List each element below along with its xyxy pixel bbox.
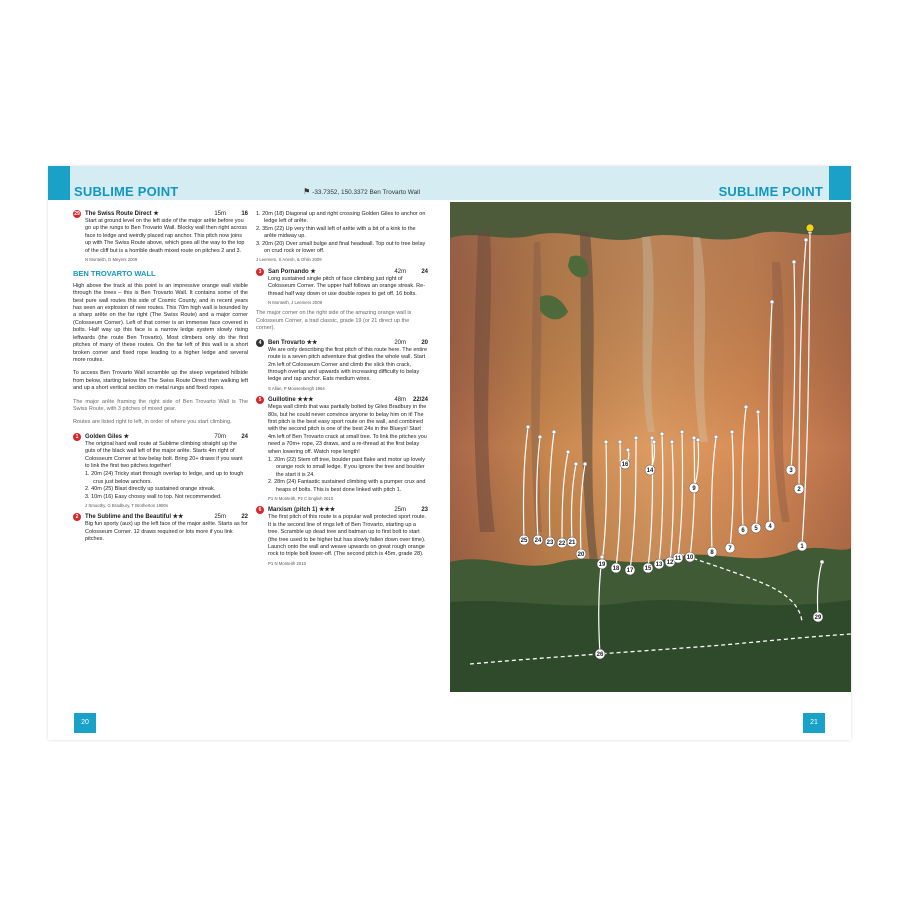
route-entry — [256, 396, 428, 502]
route-number: 5 — [256, 396, 264, 404]
route-continuation — [256, 211, 428, 264]
route-number: 1 — [73, 433, 81, 441]
route-label-9: 9 — [692, 486, 696, 493]
route-header — [73, 513, 248, 521]
route-name: Marxism (pitch 1) ★★★ — [268, 507, 336, 514]
anchor-marker-21 — [574, 462, 578, 466]
route-label-23: 23 — [546, 540, 554, 547]
route-label-12: 12 — [666, 560, 674, 567]
anchor-marker-23 — [552, 430, 556, 434]
route-label-7: 7 — [728, 546, 732, 553]
intro-paragraph: High above the track at this point is an impressive orange wall visible through the trees – this is Ben Trovarto Wall. It contains some of the best pure wall routes this side of Cosmic County, and in recent years has seen an explosion of new routes. This 70m high wall is bounded by a sharp arête on the far right (The Swiss Route) and a major corner (Colosseum Corner). Left of that corner is an immense face covered in bolts. Half way up this face is a narrow ledge system slowly rising leftwards (the route Ben Trovarto). Most climbers only do the first pitches of many of these routes. On the far left of this wall is a short broken corner and fixed rope leading to a higher ledge and several more routes. — [73, 282, 248, 363]
summit-marker — [806, 224, 814, 232]
anchor-marker-2 — [804, 238, 808, 242]
route-label-17: 17 — [626, 568, 634, 575]
route-description: We are only describing the first pitch of this route here. The entire route is a seven pitch adventure that girdles the whole wall. Start 2m left of Colosseum Corner and climb the slick thin crack, through overlap and upwards with increasing difficulty to belay ledge and rap anchor. Eats medium wires. — [268, 346, 428, 383]
cliff-photo-topo — [450, 202, 851, 692]
pitch-list — [73, 471, 248, 501]
route-number: 2 — [73, 513, 81, 521]
anchor-marker-22 — [566, 450, 570, 454]
route-name: Guillotine ★★★ — [268, 397, 314, 404]
route-description: Long sustained single pitch of face climbing just right of Colosseum Corner. The upper half follows an orange streak. Re-thread half way down or use double ropes to get off. 16 bolts. — [268, 275, 426, 297]
anchor-marker-13 — [660, 432, 664, 436]
route-label-20: 20 — [577, 552, 585, 559]
page-number: 21 — [803, 713, 825, 733]
route-length: 20m — [394, 339, 406, 346]
route-credit: P1 N Monteith 2010 — [268, 560, 306, 566]
route-label-5: 5 — [754, 526, 758, 533]
route-label-25: 25 — [520, 538, 528, 545]
anchor-marker-7 — [730, 430, 734, 434]
route-label-18: 18 — [612, 566, 620, 573]
route-length: 42m — [394, 268, 406, 275]
route-number: 29 — [74, 211, 80, 217]
anchor-marker-25 — [526, 425, 530, 429]
route-label-2: 2 — [797, 487, 801, 494]
pitch-item: 2. 40m (25) Blast directly up sustained orange streak. — [85, 486, 216, 493]
route-length: 70m — [214, 433, 226, 440]
left-page — [48, 166, 450, 740]
coordinates — [303, 187, 420, 196]
pitch-item: 1. 20m (22) Stem off tree, boulder past flake and motor up lovely orange rock to small ledge. If you ignore the tree and boulder the start it is 24. — [268, 456, 426, 478]
route-credit: J Leemers, S Anesh, & Ohlin 2009 — [256, 257, 322, 263]
access-paragraph: To access Ben Trovarto Wall scramble up the steep vegetated hillside from below, starting below the The Swiss Route Direct then walking left and up a short vertical section on metal rungs and fixed ropes. — [73, 370, 248, 392]
route-description: Start at ground level on the left side of the major arête before you go up the rungs to Ben Trovarto Wall. Blocky wall then right across face to ledge and weirdly placed rap anchor. This pitch now joins up with The Swiss Route above, which goes all the way to the top of the cliff but is a horrible death mixed route on pitches 2 and 3. — [85, 218, 247, 254]
anchor-marker-15 — [650, 436, 654, 440]
route-description: Big fun sporty (aux) up the left face of the major arête. Starts as for Colosseum Corner. 12 draws required or lots more if you link pitches. — [85, 521, 248, 543]
route-label-14: 14 — [646, 468, 654, 475]
guidebook-spread — [48, 166, 851, 740]
anchor-marker-29 — [820, 560, 824, 564]
route-grade: 16 — [241, 211, 248, 217]
edge-tab — [829, 166, 851, 200]
pitch-item: 1. 20m (18) Diagonal up and right crossing Golden Giles to anchor on ledge left of arête. — [256, 211, 426, 225]
anchor-marker-12 — [670, 440, 674, 444]
right-page — [450, 166, 851, 740]
route-length: 15m — [214, 211, 226, 217]
route-label-22: 22 — [558, 541, 566, 548]
pitch-item: 3. 20m (20) Over small bulge and final headwall. Top out to tree belay on crud rock or lower off. — [256, 240, 426, 255]
route-grade: 23 — [421, 507, 428, 514]
anchor-marker-14 — [652, 440, 656, 444]
route-number: 3 — [256, 268, 264, 276]
route-credit: S Allan, P Moosenbergh 1964 — [268, 385, 325, 391]
route-entry — [256, 268, 428, 307]
route-label-16: 16 — [621, 462, 629, 469]
anchor-marker-26 — [600, 555, 604, 559]
topo-photo — [450, 202, 851, 692]
route-label-11: 11 — [674, 556, 682, 563]
anchor-marker-8 — [714, 435, 718, 439]
route-label-10: 10 — [686, 555, 694, 562]
route-label-4: 4 — [768, 524, 772, 531]
route-name: Golden Giles ★ — [85, 433, 130, 440]
anchor-marker-19 — [604, 440, 608, 444]
interlude-note: The major corner on the right side of the amazing orange wall is Colosseum Corner, a trad classic, grade 19 (or 21 direct up the corner). — [256, 310, 412, 332]
route-header — [73, 433, 248, 441]
anchor-marker-3 — [792, 260, 796, 264]
text-column-left — [73, 210, 248, 548]
route-header — [256, 506, 428, 514]
anchor-marker-5 — [756, 410, 760, 414]
route-entry — [73, 433, 248, 510]
page-number: 20 — [74, 713, 96, 733]
route-label-6: 6 — [741, 528, 745, 535]
route-number: 6 — [256, 506, 264, 514]
route-entry — [73, 210, 248, 263]
pitch-item: 2. 28m (24) Fantastic sustained climbing with a pumper crux and heaps of bolts. This is best done linked with pitch 1. — [268, 479, 426, 493]
anchor-marker-20 — [583, 462, 587, 466]
route-label-8: 8 — [710, 550, 714, 557]
route-header — [256, 268, 428, 276]
route-name: Ben Trovarto ★★ — [268, 339, 318, 346]
route-description: The first pitch of this route is a popular wall protected sport route. It is the second line of rings left of Ben Trovarto, starting up a tree. Scramble up dead tree and batman up to first bolt to start (the tree used to be higher but has slowly fallen down over time). Launch onto the wall and weave upwards on great rough orange rock to triple bolt lower-off. (The second pitch is 45m, grade 28). — [268, 514, 427, 558]
route-name: San Pornando ★ — [268, 268, 316, 275]
route-header — [256, 339, 428, 347]
section-heading: BEN TROVARTO WALL — [73, 269, 156, 279]
route-label-3: 3 — [789, 468, 793, 475]
anchor-marker-17 — [634, 436, 638, 440]
route-grade: 22 — [241, 514, 248, 521]
route-grade: 20 — [421, 339, 428, 346]
pitch-list — [256, 211, 428, 255]
anchor-marker-18 — [618, 440, 622, 444]
route-label-1: 1 — [800, 544, 804, 551]
route-grade: 22/24 — [412, 397, 428, 404]
route-description: The original hard wall route at Sublime climbing straight up the guts of the black wall left of the major arête. Starts 4m right of Colosseum Corner at low belay bolt. Bring 20+ draws if you want to link the first two pitches together! — [85, 440, 243, 469]
route-label-19: 19 — [598, 562, 606, 569]
text-column-right — [256, 210, 428, 571]
route-label-15: 15 — [644, 566, 652, 573]
coordinates-text: -33.7352, 150.3372 Ben Trovarto Wall — [312, 189, 420, 196]
route-label-21: 21 — [568, 540, 576, 547]
anchor-marker-16 — [626, 448, 630, 452]
pitch-item: 1. 20m (24) Tricky start through overlap to ledge, and up to tough crux just below anchors. — [85, 471, 244, 485]
running-title: SUBLIME POINT — [718, 184, 823, 199]
route-number: 4 — [256, 339, 264, 347]
anchor-marker-4 — [770, 300, 774, 304]
route-header — [73, 210, 248, 218]
order-note: Routes are listed right to left, in order of where you start climbing. — [73, 419, 232, 426]
anchor-marker-10 — [692, 436, 696, 440]
route-grade: 24 — [421, 268, 428, 275]
edge-tab — [48, 166, 70, 200]
pitch-list — [256, 457, 428, 494]
route-entry — [256, 506, 428, 567]
route-credit: P1 N Monteith, P2 C English 2010 — [268, 496, 334, 501]
route-length: 25m — [214, 514, 226, 521]
anchor-marker-11 — [680, 430, 684, 434]
anchor-marker-6 — [744, 405, 748, 409]
route-length: 48m — [394, 397, 406, 404]
anchor-marker-9 — [696, 438, 700, 442]
route-name: The Sublime and the Beautiful ★★ — [85, 514, 184, 521]
route-length: 25m — [394, 507, 406, 514]
pitch-item: 3. 10m (16) Easy chossy wall to top. Not recommended. — [85, 493, 222, 500]
lower-vegetation — [450, 600, 851, 692]
route-label-24: 24 — [534, 538, 542, 545]
anchor-marker-24 — [538, 435, 542, 439]
route-credit: N Monteith, D Meyers 2009 — [85, 257, 138, 263]
route-label-13: 13 — [655, 562, 663, 569]
route-header — [256, 396, 428, 404]
route-entry — [256, 339, 428, 392]
route-grade: 24 — [241, 433, 248, 440]
route-label-26: 26 — [596, 652, 604, 659]
route-label-29: 29 — [814, 615, 822, 622]
climber-icon: ⚑ — [303, 187, 311, 196]
route-description: Mega wall climb that was partially bolted by Giles Bradbury in the 80s, but he could never convince anyone to belay him on it! The first pitch is the best easy sport route on the wall, and combined with the second pitch is one of the best 24s in the Blueys! Start 4m left of Ben Trovarto crack at small tree. To link the pitches you need a 70m+ rope, 23 draws, and a re-thread at the first belay when lowering off. Watch rope length! — [268, 404, 427, 455]
arete-note: The major arête framing the right side of Ben Trovarto Wall is The Swiss Route, with 3 pitches of mixed gear. — [73, 398, 248, 412]
route-credit: N Monteith, J Leemers 2009 — [268, 300, 322, 306]
route-credit: J Smoothy, G Bradbury, T Brotherton 1980s — [85, 503, 169, 508]
pitch-item: 2. 35m (22) Up very thin wall left of arête with a bit of a kink to the arête midway up. — [256, 225, 416, 240]
route-name: The Swiss Route Direct ★ — [85, 211, 159, 217]
running-title: SUBLIME POINT — [74, 184, 179, 199]
route-entry — [73, 513, 248, 543]
